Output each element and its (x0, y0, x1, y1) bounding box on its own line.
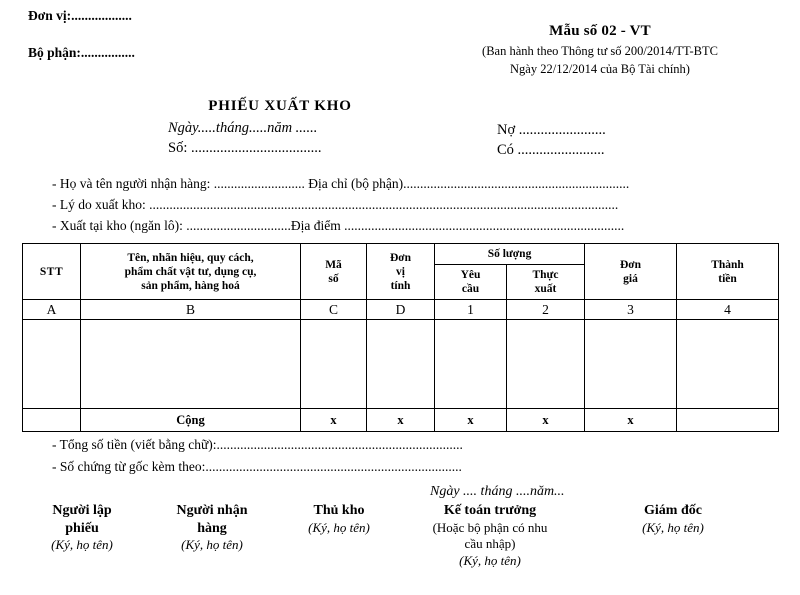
form-issue-line-2: Ngày 22/12/2014 của Bộ Tài chính) (510, 61, 690, 76)
letter-cell-b: B (81, 300, 301, 320)
unit-field: Đơn vị:.................. (28, 8, 132, 23)
letter-cell-d: D (367, 300, 435, 320)
description-line-2: phẩm chất vật tư, dụng cụ, (124, 265, 257, 278)
table-sum-row (23, 409, 779, 432)
letter-cell-2: 2 (507, 300, 585, 320)
col-header-qty-requested (435, 265, 507, 300)
signature-storekeeper-title-1: Thủ kho (313, 503, 365, 518)
unit-line-2: vị (396, 265, 405, 278)
sum-cell-unit: x (367, 409, 435, 432)
signature-receiver-title-1: Người nhận (176, 503, 248, 518)
qty-requested-line-1: Yêu (460, 269, 481, 282)
code-line-2: số (328, 272, 339, 285)
signature-date-line: Ngày .... tháng ....năm... (430, 484, 565, 499)
signature-preparer-title-1: Người lập (52, 503, 112, 518)
code-line-1: Mã (325, 258, 342, 271)
account-credit-line: Có ........................ (497, 142, 605, 158)
signature-chief-accountant-title-1: Kế toán trưởng (443, 503, 537, 518)
sum-cell-unit-price: x (585, 409, 677, 432)
cell-qty-requested[interactable] (435, 320, 507, 409)
qty-requested-line-2: cầu (461, 283, 480, 296)
signature-receiver-note: (Ký, họ tên) (181, 537, 243, 552)
table-letter-row (23, 300, 779, 320)
table-header-row-1 (23, 244, 779, 265)
receiver-line: - Họ và tên người nhận hàng: ........................... Địa chỉ (bộ phận)................................................................... (52, 176, 630, 191)
qty-actual-line-2: xuất (534, 283, 557, 296)
unit-line-1: Đơn (389, 251, 412, 264)
signature-chief-accountant (402, 502, 578, 570)
form-code-title: Mẫu số 02 - VT (549, 23, 651, 39)
table-row[interactable] (23, 320, 779, 409)
info-lines (52, 173, 752, 236)
total-in-words-line: - Tổng số tiền (viết bằng chữ):......................................................................... (52, 437, 463, 452)
signature-director-title-1: Giám đốc (644, 503, 702, 518)
attached-documents-line: - Số chứng từ gốc kèm theo:............................................................................ (52, 458, 462, 474)
col-header-unit-price (585, 244, 677, 300)
sum-cell-stt (23, 409, 81, 432)
signature-receiver (152, 502, 272, 554)
sum-cell-code: x (301, 409, 367, 432)
letter-cell-c: C (301, 300, 367, 320)
signature-preparer-note: (Ký, họ tên) (51, 537, 113, 552)
cell-stt[interactable] (23, 320, 81, 409)
warehouse-line: - Xuất tại kho (ngăn lô): ...............................Địa điểm ................................................................................... (52, 218, 625, 234)
totals-lines (52, 434, 752, 477)
form-issue-line-1: (Ban hành theo Thông tư số 200/2014/TT-BTC (482, 43, 718, 58)
col-header-qty-actual (507, 265, 585, 300)
cell-qty-actual[interactable] (507, 320, 585, 409)
signature-storekeeper (284, 502, 394, 536)
cell-description[interactable] (81, 320, 301, 409)
items-table-wrap (22, 243, 778, 432)
cell-amount[interactable] (677, 320, 779, 409)
signature-preparer-title-2: phiếu (65, 520, 99, 536)
price-line-1: Đơn (619, 258, 642, 271)
letter-cell-4: 4 (677, 300, 779, 320)
signature-chief-accountant-paren-1: (Hoặc bộ phận có nhu (432, 519, 548, 535)
sum-cell-label: Cộng (81, 409, 301, 432)
col-header-code (301, 244, 367, 300)
letter-cell-1: 1 (435, 300, 507, 320)
col-header-quantity-group: Số lượng (435, 244, 585, 265)
cell-unit[interactable] (367, 320, 435, 409)
col-header-description (81, 244, 301, 300)
signature-preparer (22, 502, 142, 554)
sum-cell-qty-actual: x (507, 409, 585, 432)
col-header-stt: STT (23, 244, 81, 300)
title-date-line: Ngày.....tháng.....năm ...... (168, 120, 318, 136)
page-title: PHIẾU XUẤT KHO (208, 98, 352, 114)
letter-cell-a: A (23, 300, 81, 320)
cell-code[interactable] (301, 320, 367, 409)
sum-cell-qty-requested: x (435, 409, 507, 432)
col-header-unit (367, 244, 435, 300)
form-code-block (400, 22, 800, 78)
qty-actual-line-1: Thực (532, 269, 559, 282)
description-line-1: Tên, nhãn hiệu, quy cách, (127, 251, 254, 264)
signature-chief-accountant-note: (Ký, họ tên) (459, 553, 521, 569)
account-debit-line: Nợ ........................ (497, 122, 606, 138)
amount-line-2: tiền (718, 272, 737, 285)
signature-receiver-title-2: hàng (197, 520, 227, 536)
signature-chief-accountant-paren-2: cầu nhập) (464, 536, 516, 552)
unit-line-3: tính (390, 279, 411, 292)
signature-storekeeper-note: (Ký, họ tên) (308, 519, 370, 535)
col-header-amount (677, 244, 779, 300)
sum-cell-amount (677, 409, 779, 432)
title-number-line: Số: .................................... (168, 140, 322, 156)
price-line-2: giá (623, 272, 638, 285)
signature-row (0, 502, 800, 595)
unit-block (28, 8, 358, 62)
amount-line-1: Thành (711, 258, 744, 271)
department-field: Bộ phận:................ (28, 44, 135, 60)
items-table (22, 243, 779, 432)
signature-director-note: (Ký, họ tên) (642, 519, 704, 535)
signature-director (608, 502, 738, 536)
reason-line: - Lý do xuất kho: ........................................................................................................................................... (52, 197, 619, 213)
letter-cell-3: 3 (585, 300, 677, 320)
cell-unit-price[interactable] (585, 320, 677, 409)
description-line-3: sản phẩm, hàng hoá (141, 279, 240, 292)
